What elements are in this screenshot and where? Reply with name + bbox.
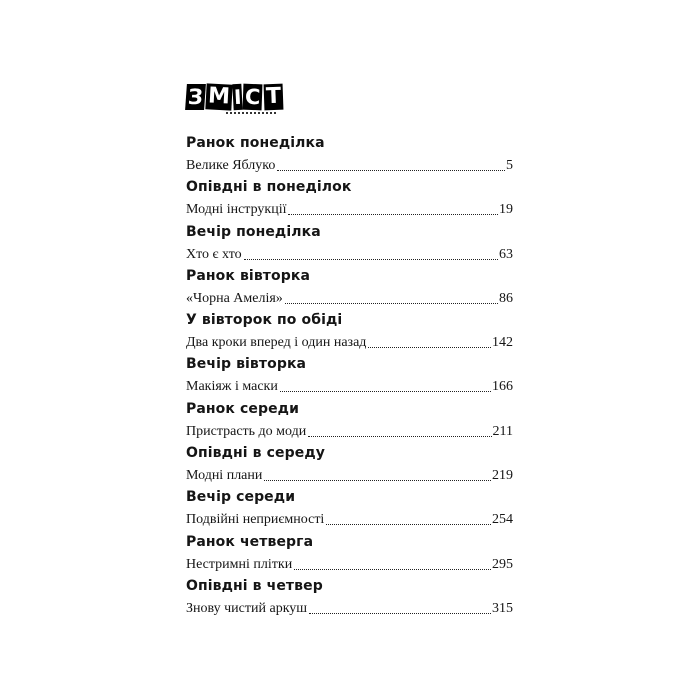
page-number: 211: [492, 423, 513, 439]
section-title: Ранок вівторка: [186, 267, 310, 284]
page-number: 19: [499, 202, 513, 218]
page-number: 166: [492, 379, 513, 395]
toc-entry[interactable]: [186, 199, 513, 219]
dot-leader: [294, 568, 491, 570]
toc-entry[interactable]: [186, 376, 513, 396]
title-letter: З: [185, 84, 206, 110]
section-title: Вечір вівторка: [186, 356, 307, 373]
title-letter: С: [243, 84, 263, 111]
section-title: Ранок четверга: [186, 533, 314, 550]
section-title: Опівдні в понеділок: [186, 179, 352, 196]
chapter-title: Знову чистий аркуш: [186, 600, 308, 616]
section-title: Вечір понеділка: [186, 223, 321, 240]
chapter-title: Два кроки вперед і один назад: [186, 335, 367, 351]
toc-section: [186, 266, 513, 310]
toc-entry[interactable]: [186, 554, 513, 574]
toc-section: [186, 399, 513, 443]
dot-leader: [308, 435, 491, 437]
toc-section: [186, 487, 513, 531]
toc-entry[interactable]: [186, 465, 513, 485]
title-letter: М: [205, 83, 232, 110]
page-number: 86: [499, 290, 513, 306]
page-number: 315: [492, 600, 513, 616]
toc-section: [186, 576, 513, 620]
toc-section: [186, 177, 513, 221]
section-title: Опівдні в середу: [186, 445, 325, 462]
chapter-title: Макіяж і маски: [186, 379, 278, 395]
toc-section: [186, 443, 513, 487]
chapter-title: Пристрасть до моди: [186, 423, 307, 439]
chapter-title: Подвійні неприємності: [186, 512, 325, 528]
toc-section: [186, 310, 513, 354]
page-number: 254: [492, 512, 513, 528]
toc-entry[interactable]: [186, 598, 513, 618]
page-title: [186, 80, 284, 110]
chapter-title: «Чорна Амелія»: [186, 290, 283, 306]
page-number: 5: [506, 158, 513, 173]
dot-leader: [280, 390, 491, 392]
dot-leader: [326, 523, 491, 525]
dot-leader: [244, 258, 498, 260]
dot-leader: [288, 213, 498, 215]
dot-leader: [277, 169, 505, 171]
chapter-title: Велике Яблуко: [186, 158, 276, 173]
chapter-title: Нестримні плітки: [186, 556, 293, 572]
toc-entry[interactable]: [186, 421, 513, 441]
page-number: 142: [492, 335, 513, 351]
section-title: Вечір середи: [186, 489, 296, 506]
toc-entry[interactable]: [186, 509, 513, 529]
toc-entry[interactable]: [186, 244, 513, 264]
chapter-title: Хто є хто: [186, 246, 242, 262]
title-letter: І: [233, 84, 242, 110]
toc-section: [186, 222, 513, 266]
section-title: У вівторок по обіді: [186, 312, 343, 329]
toc-entry[interactable]: [186, 288, 513, 308]
toc-section: [186, 133, 513, 177]
dot-leader: [368, 346, 491, 348]
toc-entry[interactable]: [186, 332, 513, 352]
page-number: 295: [492, 556, 513, 572]
toc-section: [186, 354, 513, 398]
dot-leader: [309, 612, 491, 614]
toc-entry[interactable]: [186, 155, 513, 175]
section-title: Опівдні в четвер: [186, 577, 323, 594]
page-number: 63: [499, 246, 513, 262]
section-title: Ранок понеділка: [186, 135, 325, 151]
chapter-title: Модні плани: [186, 468, 263, 484]
decorative-dots: [226, 109, 276, 114]
toc-section: [186, 532, 513, 576]
table-of-contents: [186, 133, 513, 620]
dot-leader: [285, 302, 498, 304]
section-title: Ранок середи: [186, 400, 300, 417]
page-number: 219: [492, 468, 513, 484]
chapter-title: Модні інструкції: [186, 202, 287, 218]
title-letter: Т: [263, 84, 283, 111]
dot-leader: [264, 479, 491, 481]
